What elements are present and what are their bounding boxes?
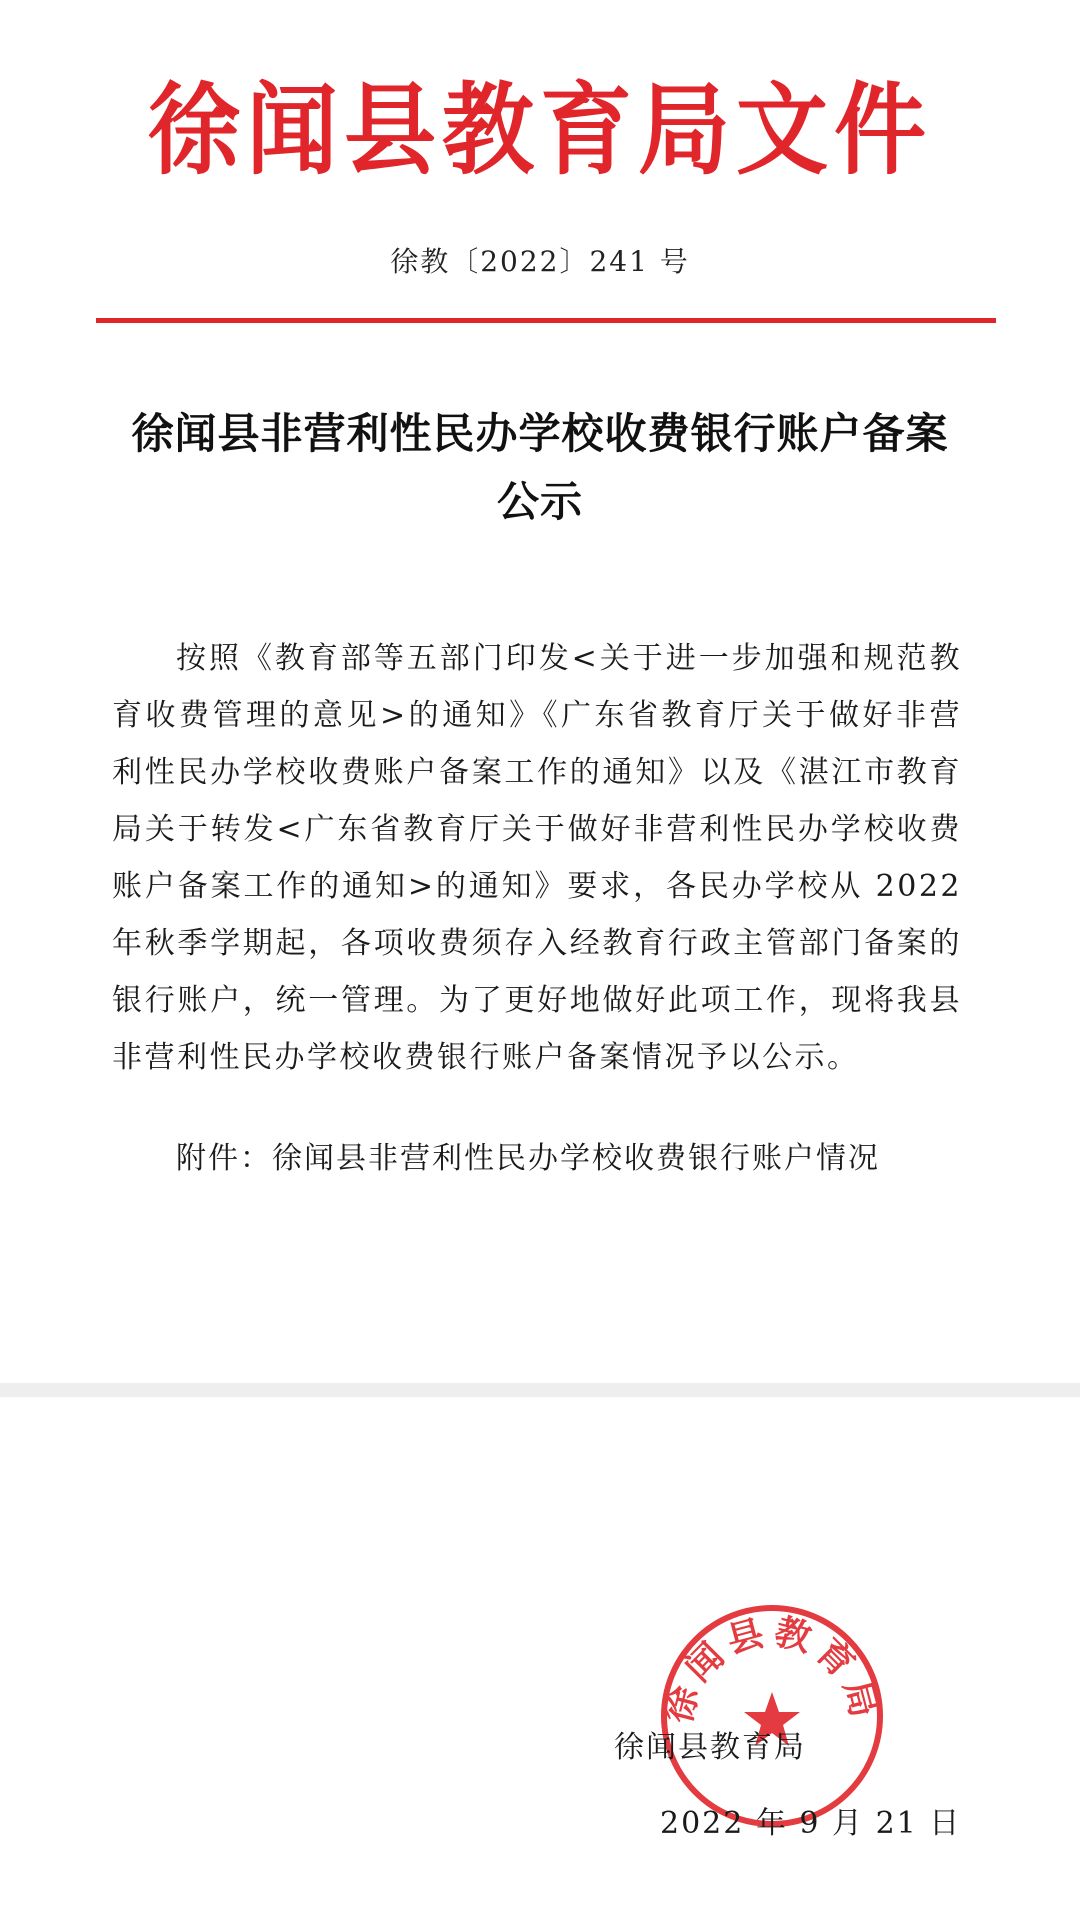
seal-text: 徐闻县教育局 (657, 1610, 887, 1728)
document-header-title: 徐闻县教育局文件 (147, 71, 932, 189)
notice-title (120, 400, 960, 536)
notice-title-line2: 公示 (496, 477, 583, 526)
signature-date: 2022 年 9 月 21 日 (660, 1806, 962, 1841)
document-number: 徐教〔2022〕241 号 (390, 245, 690, 278)
notice-body: 按照《教育部等五部门印发<关于进一步加强和规范教育收费管理的意见>的通知》《广东省教育厅关于做好非营利性民办学校收费账户备案工作的通知》以及《湛江市教育局关于转发<广东省教育厅关于做好非营利性民办学校收费账户备案工作的通知>的通知》要求，各民办学校从 2022 年秋季学期起，各项收费须存入经教育行政主管部门备案的银行账户，统一管理。为了更好地做好此项工作，现将我县非营利性民办学校收费银行账户备案情况予以公示。 (112, 641, 962, 1075)
signature-issuer: 徐闻县教育局 (614, 1730, 806, 1765)
attachment-line: 附件：徐闻县非营利性民办学校收费银行账户情况 (176, 1141, 880, 1176)
notice-title-line1: 徐闻县非营利性民办学校收费银行账户备案 (131, 409, 949, 458)
header-divider (96, 318, 996, 323)
page-break-divider (0, 1383, 1080, 1397)
